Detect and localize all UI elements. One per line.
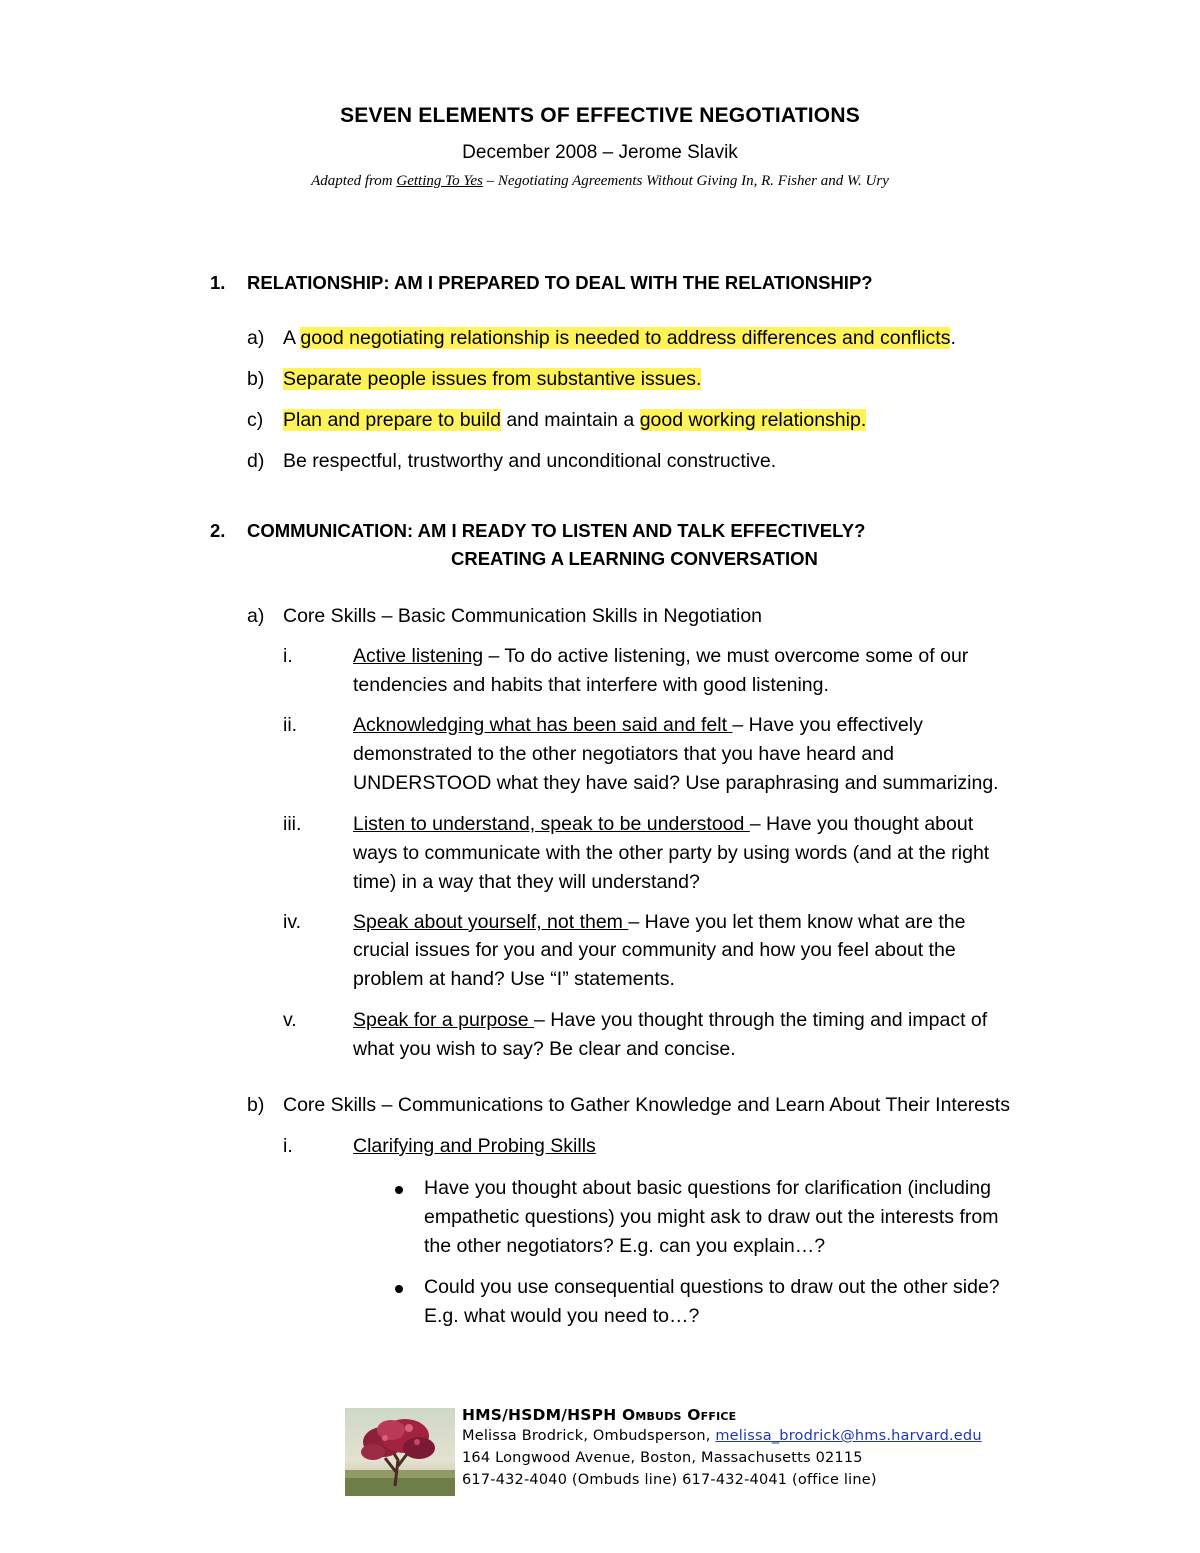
skill-text-line: problem at hand? Use “I” statements. [353, 968, 675, 990]
roman-marker: ii. [283, 714, 298, 736]
skill-text-line: crucial issues for you and your community and how you feel about the [353, 939, 956, 961]
section-1-heading: RELATIONSHIP: AM I PREPARED TO DEAL WITH THE RELATIONSHIP? [247, 272, 873, 293]
skill-term: Speak about yourself, not them [353, 911, 629, 933]
skill-term: Listen to understand, speak to be understood [353, 813, 750, 835]
skill-text-line: UNDERSTOOD what they have said? Use paraphrasing and summarizing. [353, 772, 999, 794]
item-marker: c) [247, 409, 264, 431]
highlighted-text: good negotiating relationship is needed to address differences and conflicts [300, 327, 951, 349]
section-2-subheading: CREATING A LEARNING CONVERSATION [451, 548, 818, 569]
item-marker: b) [247, 368, 265, 390]
skill-term: Speak for a purpose [353, 1009, 535, 1031]
skill-text-line: ways to communicate with the other party by using words (and at the right [353, 842, 990, 864]
item-text: . [950, 327, 956, 349]
section-2-number: 2. [210, 520, 226, 541]
item-marker: d) [247, 450, 265, 472]
item-text: and maintain a [500, 409, 640, 431]
roman-marker: iv. [283, 911, 302, 933]
bullet-text-line: Have you thought about basic questions for clarification (including [424, 1177, 991, 1199]
section-1-item-a [283, 327, 956, 350]
bullet-text-line: the other negotiators? E.g. can you explain…? [424, 1235, 826, 1257]
highlighted-text: Separate people issues from substantive issues. [283, 368, 702, 390]
bullet-icon [395, 1186, 403, 1194]
skill-text: – Have you thought about [749, 813, 974, 835]
skill-text-line: what you wish to say? Be clear and concise. [353, 1038, 736, 1060]
footer-email-link[interactable]: melissa_brodrick@hms.harvard.edu [715, 1428, 982, 1444]
section-1-number: 1. [210, 272, 226, 293]
item-marker: a) [247, 605, 265, 627]
document-subtitle: December 2008 – Jerome Slavik [462, 142, 738, 163]
item-text: A [283, 327, 301, 349]
citation-book-title: Getting To Yes [396, 173, 483, 189]
footer-contact [462, 1428, 982, 1444]
bullet-text-line: E.g. what would you need to…? [424, 1305, 700, 1327]
highlighted-text: good working relationship. [639, 409, 867, 431]
skill-text-line: tendencies and habits that interfere with good listening. [353, 674, 829, 696]
bullet-text-line: Could you use consequential questions to draw out the other side? [424, 1276, 1000, 1298]
skill-text: – Have you effectively [732, 714, 923, 736]
section-2-heading: COMMUNICATION: AM I READY TO LISTEN AND TALK EFFECTIVELY? [247, 520, 866, 541]
skill-term-clarifying: Clarifying and Probing Skills [353, 1135, 596, 1157]
section-1-item-c [283, 409, 866, 432]
skill-speak-for-purpose [353, 1009, 987, 1032]
skill-term: Active listening [353, 645, 484, 667]
item-marker: b) [247, 1094, 265, 1116]
roman-marker: i. [283, 645, 293, 667]
skill-speak-about-yourself [353, 911, 965, 934]
footer-address: 164 Longwood Avenue, Boston, Massachusetts 02115 [462, 1450, 863, 1466]
footer-office-name: HMS/HSDM/HSPH Ombuds Office [462, 1406, 737, 1424]
bullet-text-line: empathetic questions) you might ask to draw out the interests from [424, 1206, 999, 1228]
section-1-item-b [283, 368, 701, 391]
section-2a-title: Core Skills – Basic Communication Skills in Negotiation [283, 605, 763, 627]
section-2b-title: Core Skills – Communications to Gather Knowledge and Learn About Their Interests [283, 1094, 1010, 1116]
bullet-icon [395, 1285, 403, 1293]
highlighted-text: Plan and prepare to build [283, 409, 501, 431]
skill-text: – Have you let them know what are the [628, 911, 966, 933]
roman-marker: v. [283, 1009, 297, 1031]
skill-active-listening [353, 645, 968, 668]
citation-prefix: Adapted from [311, 173, 397, 189]
skill-listen-to-understand [353, 813, 973, 836]
document-title: SEVEN ELEMENTS OF EFFECTIVE NEGOTIATIONS [340, 104, 860, 127]
footer-phones: 617-432-4040 (Ombuds line) 617-432-4041 (office line) [462, 1472, 877, 1488]
skill-text: – Have you thought through the timing and impact of [534, 1009, 988, 1031]
roman-marker: i. [283, 1135, 293, 1157]
footer-contact-name: Melissa Brodrick, Ombudsperson, [462, 1428, 716, 1444]
section-1-item-d: Be respectful, trustworthy and unconditional constructive. [283, 450, 777, 472]
skill-text: – To do active listening, we must overcome some of our [483, 645, 969, 667]
skill-text-line: demonstrated to the other negotiators that you have heard and [353, 743, 894, 765]
skill-term: Acknowledging what has been said and felt [353, 714, 733, 736]
item-marker: a) [247, 327, 265, 349]
tree-painting-icon [345, 1408, 455, 1496]
skill-acknowledging [353, 714, 923, 737]
citation-suffix: – Negotiating Agreements Without Giving In, R. Fisher and W. Ury [482, 173, 889, 189]
roman-marker: iii. [283, 813, 302, 835]
skill-text-line: time) in a way that they will understand? [353, 871, 700, 893]
source-citation [0, 173, 1200, 190]
